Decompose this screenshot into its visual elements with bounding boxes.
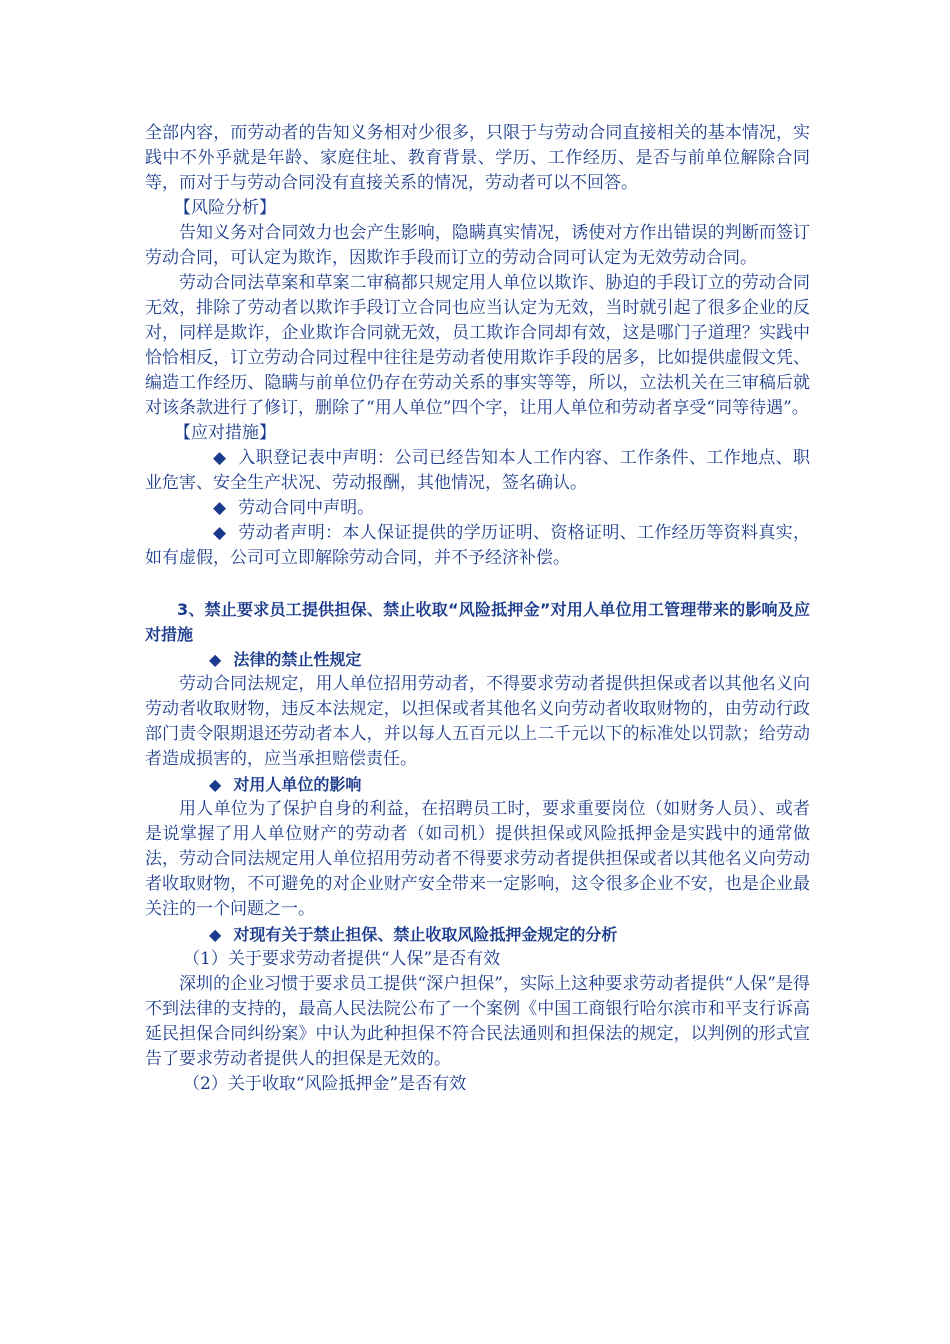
paragraph: 劳动合同法规定，用人单位招用劳动者，不得要求劳动者提供担保或者以其他名义向劳动者收取财物，违反本法规定，以担保或者其他名义向劳动者收取财物的，由劳动行政部门责令限期退还劳动者本人，并以每人五百元以上二千元以下的标准处以罚款；给劳动者造成损害的，应当承担赔偿责任。 — [145, 674, 810, 769]
risk-analysis-heading: 【风险分析】 — [174, 198, 276, 218]
bullet-item: ◆ 劳动者声明：本人保证提供的学历证明、资格证明、工作经历等资料真实，如有虚假，公司可立即解除劳动合同，并不予经济补偿。 — [145, 523, 810, 568]
numbered-subheading: （1）关于要求劳动者提供“人保”是否有效 — [183, 949, 501, 969]
paragraph: 全部内容，而劳动者的告知义务相对少很多，只限于与劳动合同直接相关的基本情况，实践中不外乎就是年龄、家庭住址、教育背景、学历、工作经历、是否与前单位解除合同等，而对于与劳动合同没有直接关系的情况，劳动者可以不回答。 — [145, 123, 810, 193]
diamond-bullet-icon: ◆ — [213, 498, 227, 518]
numbered-subheading: （2）关于收取“风险抵押金”是否有效 — [183, 1074, 467, 1094]
bullet-item: ◆ 劳动合同中声明。 — [145, 496, 810, 521]
diamond-bullet-icon: ◆ — [209, 925, 222, 944]
paragraph: 告知义务对合同效力也会产生影响，隐瞒真实情况，诱使对方作出错误的判断而签订劳动合同，可认定为欺诈，因欺诈手段而订立的劳动合同可认定为无效劳动合同。 — [145, 223, 810, 268]
subheading: ◆ 对用人单位的影响 — [145, 772, 810, 797]
diamond-bullet-icon: ◆ — [209, 775, 222, 794]
document-body — [145, 121, 810, 1097]
subheading: ◆ 对现有关于禁止担保、禁止收取风险抵押金规定的分析 — [145, 922, 810, 947]
spacer — [145, 571, 810, 597]
bullet-item: ◆ 入职登记表中声明：公司已经告知本人工作内容、工作条件、工作地点、职业危害、安全生产状况、劳动报酬，其他情况，签名确认。 — [145, 448, 810, 493]
diamond-bullet-icon: ◆ — [213, 523, 227, 543]
section-title: 3、禁止要求员工提供担保、禁止收取“风险抵押金”对用人单位用工管理带来的影响及应对措施 — [145, 600, 810, 644]
diamond-bullet-icon: ◆ — [213, 448, 227, 468]
countermeasures-heading: 【应对措施】 — [174, 423, 276, 443]
paragraph: 劳动合同法草案和草案二审稿都只规定用人单位以欺诈、胁迫的手段订立的劳动合同无效，排除了劳动者以欺诈手段订立合同也应当认定为无效，当时就引起了很多企业的反对，同样是欺诈，企业欺诈合同就无效，员工欺诈合同却有效，这是哪门子道理？实践中恰恰相反，订立劳动合同过程中往往是劳动者使用欺诈手段的居多，比如提供虚假文凭、编造工作经历、隐瞒与前单位仍存在劳动关系的事实等等，所以，立法机关在三审稿后就对该条款进行了修订，删除了“用人单位”四个字，让用人单位和劳动者享受“同等待遇”。 — [145, 273, 810, 418]
diamond-bullet-icon: ◆ — [209, 650, 222, 669]
paragraph: 用人单位为了保护自身的利益，在招聘员工时，要求重要岗位（如财务人员）、或者是说掌握了用人单位财产的劳动者（如司机）提供担保或风险抵押金是实践中的通常做法，劳动合同法规定用人单位招用劳动者不得要求劳动者提供担保或者以其他名义向劳动者收取财物，不可避免的对企业财产安全带来一定影响，这令很多企业不安，也是企业最关注的一个问题之一。 — [145, 799, 810, 919]
paragraph: 深圳的企业习惯于要求员工提供“深户担保”，实际上这种要求劳动者提供“人保”是得不到法律的支持的，最高人民法院公布了一个案例《中国工商银行哈尔滨市和平支行诉高延民担保合同纠纷案》中认为此种担保不符合民法通则和担保法的规定，以判例的形式宣告了要求劳动者提供人的担保是无效的。 — [145, 974, 810, 1069]
subheading: ◆ 法律的禁止性规定 — [145, 647, 810, 672]
